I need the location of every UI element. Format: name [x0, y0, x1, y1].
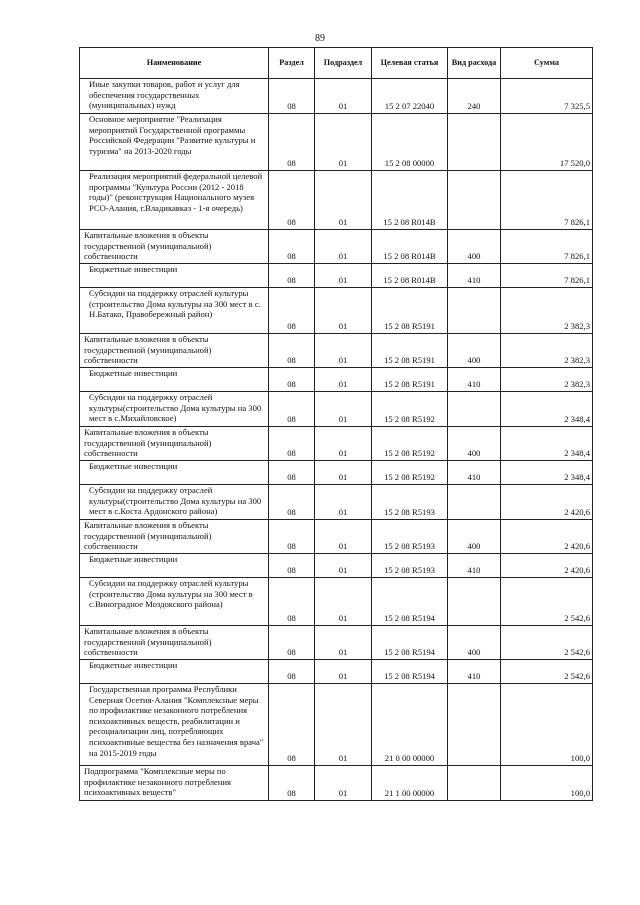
- row-name: Основное мероприятие "Реализация мероприятий Государственной программы Российской Федерации "Развитие культуры и туризма" на 2013-2020 годы: [80, 114, 269, 171]
- row-name: Капитальные вложения в объекты государственной (муниципальной) собственности: [80, 230, 269, 264]
- row-name: Капитальные вложения в объекты государственной (муниципальной) собственности: [80, 334, 269, 368]
- budget-table: [79, 47, 593, 801]
- row-section: 08: [269, 392, 315, 427]
- row-amount: 2 382,3: [501, 334, 593, 368]
- row-subsection: 01: [315, 171, 372, 230]
- row-target: 21 1 00 00000: [372, 766, 448, 801]
- row-expense-type: 400: [448, 626, 501, 660]
- row-expense-type: 410: [448, 554, 501, 578]
- table-row: [80, 114, 593, 171]
- row-expense-type: 410: [448, 264, 501, 288]
- row-expense-type: 400: [448, 334, 501, 368]
- table-row: [80, 334, 593, 368]
- table-row: [80, 427, 593, 461]
- table-row: [80, 485, 593, 520]
- row-target: 15 2 08 R5193: [372, 485, 448, 520]
- row-target: 15 2 08 R5193: [372, 520, 448, 554]
- row-section: 08: [269, 461, 315, 485]
- table-row: [80, 626, 593, 660]
- row-target: 15 2 08 00000: [372, 114, 448, 171]
- row-expense-type: [448, 578, 501, 626]
- header-target: Целевая статья: [372, 48, 448, 79]
- row-name: Бюджетные инвестиции: [80, 554, 269, 578]
- row-name: Бюджетные инвестиции: [80, 660, 269, 684]
- row-target: 15 2 07 22040: [372, 79, 448, 114]
- page-number: 89: [315, 33, 325, 44]
- row-target: 15 2 08 R014В: [372, 230, 448, 264]
- row-amount: 7 826,1: [501, 264, 593, 288]
- row-target: 15 2 08 R014В: [372, 171, 448, 230]
- row-amount: 7 826,1: [501, 171, 593, 230]
- table-row: [80, 392, 593, 427]
- row-subsection: 01: [315, 392, 372, 427]
- table-row: [80, 288, 593, 334]
- row-target: 21 0 00 00000: [372, 684, 448, 766]
- row-amount: 2 420,6: [501, 485, 593, 520]
- row-expense-type: 400: [448, 520, 501, 554]
- table-row: [80, 230, 593, 264]
- row-subsection: 01: [315, 660, 372, 684]
- row-subsection: 01: [315, 264, 372, 288]
- row-target: 15 2 08 R5192: [372, 461, 448, 485]
- row-amount: 2 542,6: [501, 626, 593, 660]
- row-subsection: 01: [315, 230, 372, 264]
- row-amount: 2 348,4: [501, 461, 593, 485]
- table-row: [80, 520, 593, 554]
- row-amount: 7 826,1: [501, 230, 593, 264]
- row-name: Государственная программа Республики Северная Осетия-Алания "Комплексные меры по профилактике незаконного потребления психоактивных веществ, реабилитации и ресоциализации лиц, потребляющих психоактивные вещества без назначения врача" на 2015-2019 годы: [80, 684, 269, 766]
- row-name: Бюджетные инвестиции: [80, 264, 269, 288]
- row-subsection: 01: [315, 485, 372, 520]
- row-amount: 17 520,0: [501, 114, 593, 171]
- row-expense-type: 410: [448, 660, 501, 684]
- row-name: Реализация мероприятий федеральной целевой программы "Культура России (2012 - 2018 годы)" (реконструкция Национального музея РСО-Алания, г.Владикавказ - 1-я очередь): [80, 171, 269, 230]
- row-expense-type: 410: [448, 461, 501, 485]
- row-section: 08: [269, 485, 315, 520]
- row-subsection: 01: [315, 114, 372, 171]
- row-subsection: 01: [315, 626, 372, 660]
- row-amount: 2 382,3: [501, 368, 593, 392]
- row-subsection: 01: [315, 554, 372, 578]
- row-subsection: 01: [315, 368, 372, 392]
- row-expense-type: [448, 485, 501, 520]
- row-section: 08: [269, 79, 315, 114]
- table-row: [80, 171, 593, 230]
- row-subsection: 01: [315, 461, 372, 485]
- row-expense-type: 240: [448, 79, 501, 114]
- row-subsection: 01: [315, 334, 372, 368]
- row-name: Субсидии на поддержку отраслей культуры (строительство Дома культуры на 300 мест в с.Виноградное Моздокского района): [80, 578, 269, 626]
- row-subsection: 01: [315, 427, 372, 461]
- row-amount: 7 325,5: [501, 79, 593, 114]
- header-subsection: Подраздел: [315, 48, 372, 79]
- header-expense-type: Вид расхода: [448, 48, 501, 79]
- row-name: Субсидии на поддержку отраслей культуры (строительство Дома культуры на 300 мест в с. Н.Батако, Правобережный район): [80, 288, 269, 334]
- row-name: Субсидии на поддержку отраслей культуры(строительство Дома культуры на 300 мест в с.Коста Ардонского района): [80, 485, 269, 520]
- row-expense-type: [448, 766, 501, 801]
- row-subsection: 01: [315, 288, 372, 334]
- row-section: 08: [269, 626, 315, 660]
- row-expense-type: 410: [448, 368, 501, 392]
- row-subsection: 01: [315, 520, 372, 554]
- table-row: [80, 368, 593, 392]
- table-row: [80, 660, 593, 684]
- row-amount: 100,0: [501, 766, 593, 801]
- row-amount: 2 420,6: [501, 554, 593, 578]
- header-name: Наименование: [80, 48, 269, 79]
- row-amount: 2 382,3: [501, 288, 593, 334]
- header-section: Раздел: [269, 48, 315, 79]
- row-name: Подпрограмма "Комплексные меры по профилактике незаконного потребления психоактивных веществ": [80, 766, 269, 801]
- row-section: 08: [269, 427, 315, 461]
- row-target: 15 2 08 R5194: [372, 578, 448, 626]
- row-amount: 2 542,6: [501, 660, 593, 684]
- row-name: Субсидии на поддержку отраслей культуры(строительство Дома культуры на 300 мест в с.Михайловское): [80, 392, 269, 427]
- row-target: 15 2 08 R5191: [372, 288, 448, 334]
- row-target: 15 2 08 R5194: [372, 660, 448, 684]
- table-header-row: [80, 48, 593, 79]
- row-target: 15 2 08 R5192: [372, 392, 448, 427]
- row-section: 08: [269, 684, 315, 766]
- row-subsection: 01: [315, 684, 372, 766]
- row-expense-type: 400: [448, 427, 501, 461]
- row-section: 08: [269, 288, 315, 334]
- row-section: 08: [269, 114, 315, 171]
- row-section: 08: [269, 230, 315, 264]
- row-name: Бюджетные инвестиции: [80, 461, 269, 485]
- row-amount: 2 348,4: [501, 392, 593, 427]
- row-expense-type: [448, 114, 501, 171]
- header-amount: Сумма: [501, 48, 593, 79]
- row-expense-type: [448, 288, 501, 334]
- table-row: [80, 79, 593, 114]
- row-name: Капитальные вложения в объекты государственной (муниципальной) собственности: [80, 626, 269, 660]
- row-section: 08: [269, 766, 315, 801]
- row-target: 15 2 08 R5194: [372, 626, 448, 660]
- row-section: 08: [269, 368, 315, 392]
- row-amount: 100,0: [501, 684, 593, 766]
- row-name: Бюджетные инвестиции: [80, 368, 269, 392]
- row-section: 08: [269, 660, 315, 684]
- row-section: 08: [269, 554, 315, 578]
- row-subsection: 01: [315, 766, 372, 801]
- table-row: [80, 684, 593, 766]
- row-subsection: 01: [315, 79, 372, 114]
- table-row: [80, 578, 593, 626]
- row-amount: 2 348,4: [501, 427, 593, 461]
- table-row: [80, 554, 593, 578]
- row-expense-type: [448, 392, 501, 427]
- table-row: [80, 766, 593, 801]
- row-expense-type: [448, 171, 501, 230]
- row-target: 15 2 08 R5191: [372, 334, 448, 368]
- row-amount: 2 542,6: [501, 578, 593, 626]
- row-section: 08: [269, 264, 315, 288]
- row-expense-type: 400: [448, 230, 501, 264]
- row-amount: 2 420,6: [501, 520, 593, 554]
- row-section: 08: [269, 520, 315, 554]
- row-name: Капитальные вложения в объекты государственной (муниципальной) собственности: [80, 427, 269, 461]
- row-target: 15 2 08 R5193: [372, 554, 448, 578]
- table-row: [80, 264, 593, 288]
- row-section: 08: [269, 334, 315, 368]
- row-target: 15 2 08 R5191: [372, 368, 448, 392]
- row-target: 15 2 08 R5192: [372, 427, 448, 461]
- row-section: 08: [269, 578, 315, 626]
- row-subsection: 01: [315, 578, 372, 626]
- row-expense-type: [448, 684, 501, 766]
- row-name: Капитальные вложения в объекты государственной (муниципальной) собственности: [80, 520, 269, 554]
- row-target: 15 2 08 R014В: [372, 264, 448, 288]
- row-name: Иные закупки товаров, работ и услуг для обеспечения государственных (муниципальных) нужд: [80, 79, 269, 114]
- row-section: 08: [269, 171, 315, 230]
- table-row: [80, 461, 593, 485]
